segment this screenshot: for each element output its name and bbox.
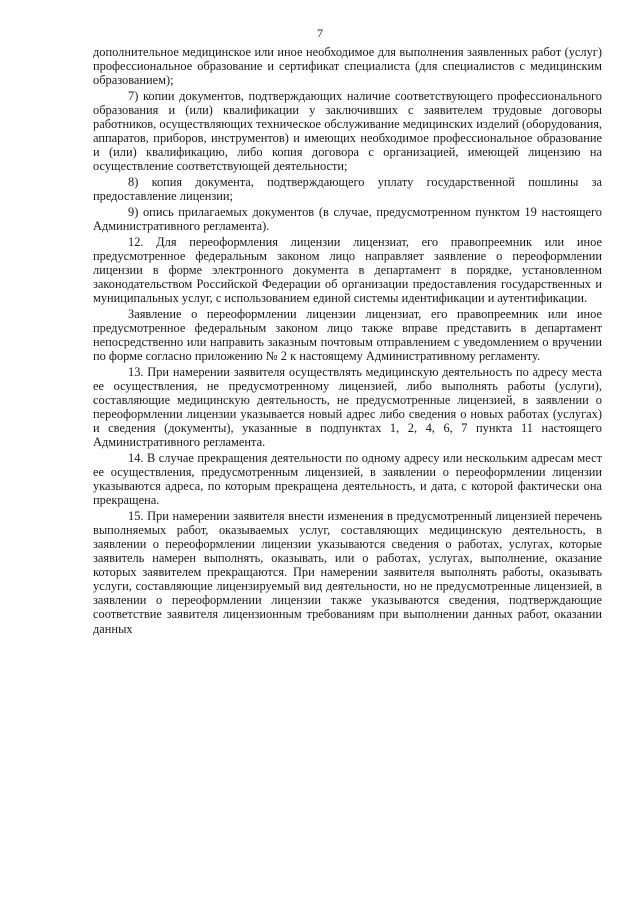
paragraph-item-7: 7) копии документов, подтверждающих наличие соответствующего профессионального образования и (или) квалификации у заключивших с заявителем трудовые договоры работников, осуществляющих техническое обслуживание медицинских изделий (оборудования, аппаратов, приборов, инструментов) и имеющих необходимое профессиональное образование и (или) квалификацию, либо копия договора с организацией, имеющей лицензию на осуществление соответствующей деятельности; — [93, 88, 602, 174]
paragraph-item-9: 9) опись прилагаемых документов (в случае, предусмотренном пунктом 19 настоящего Административного регламента). — [93, 204, 602, 233]
paragraph-section-12: 12. Для переоформления лицензии лицензиат, его правопреемник или иное предусмотренное федеральным законом лицо направляет заявление о переоформлении лицензии в форме электронного документа в департамент в порядке, установленном законодательством Российской Федерации об организации предоставления государственных и муниципальных услуг, с использованием единой системы идентификации и аутентификации. — [93, 234, 602, 305]
paragraph-item-8: 8) копия документа, подтверждающего уплату государственной пошлины за предоставление лицензии; — [93, 175, 602, 204]
paragraph-section-13: 13. При намерении заявителя осуществлять медицинскую деятельность по адресу места ее осуществления, не предусмотренному лицензией, либо выполнять работы (услуги), составляющие медицинскую деятельность, не предусмотренные лицензией, в заявлении о переоформлении лицензии указывается новый адрес либо сведения о новых работах (услугах) и сведения (документы), указанные в подпунктах 1, 2, 4, 6, 7 пункта 11 настоящего Административного регламента. — [93, 364, 602, 450]
paragraph-section-12-cont: Заявление о переоформлении лицензии лицензиат, его правопреемник или иное предусмотренное федеральным законом лицо также вправе представить в департамент непосредственно или направить заказным почтовым отправлением с уведомлением о вручении по форме согласно приложению № 2 к настоящему Административному регламенту. — [93, 306, 602, 363]
paragraph-section-14: 14. В случае прекращения деятельности по одному адресу или нескольким адресам мест ее осуществления, предусмотренным лицензией, в заявлении о переоформлении лицензии указываются адреса, по которым прекращена деятельность, и дата, с которой фактически она прекращена. — [93, 450, 602, 508]
paragraph-continuation: дополнительное медицинское или иное необходимое для выполнения заявленных работ (услуг) профессиональное образование и сертификат специалиста (для специалистов с медицинским образованием); — [93, 45, 602, 88]
document-body — [93, 45, 602, 637]
page-number: 7 — [317, 26, 323, 40]
paragraph-section-15: 15. При намерении заявителя внести изменения в предусмотренный лицензией перечень выполняемых работ, оказываемых услуг, составляющих медицинскую деятельность, в заявлении о переоформлении лицензии указываются сведения о работах, услугах, которые заявитель намерен выполнять, оказывать, или о работах, услугах, выполнение, оказание которых заявителем прекращаются. При намерении заявителя выполнять работы, оказывать услуги, составляющие лицензируемый вид деятельности, но не предусмотренные лицензией, в заявлении о переоформлении лицензии также указываются сведения, подтверждающие соответствие заявителя лицензионным требованиям при выполнении данных работ, оказании данных — [93, 508, 602, 636]
